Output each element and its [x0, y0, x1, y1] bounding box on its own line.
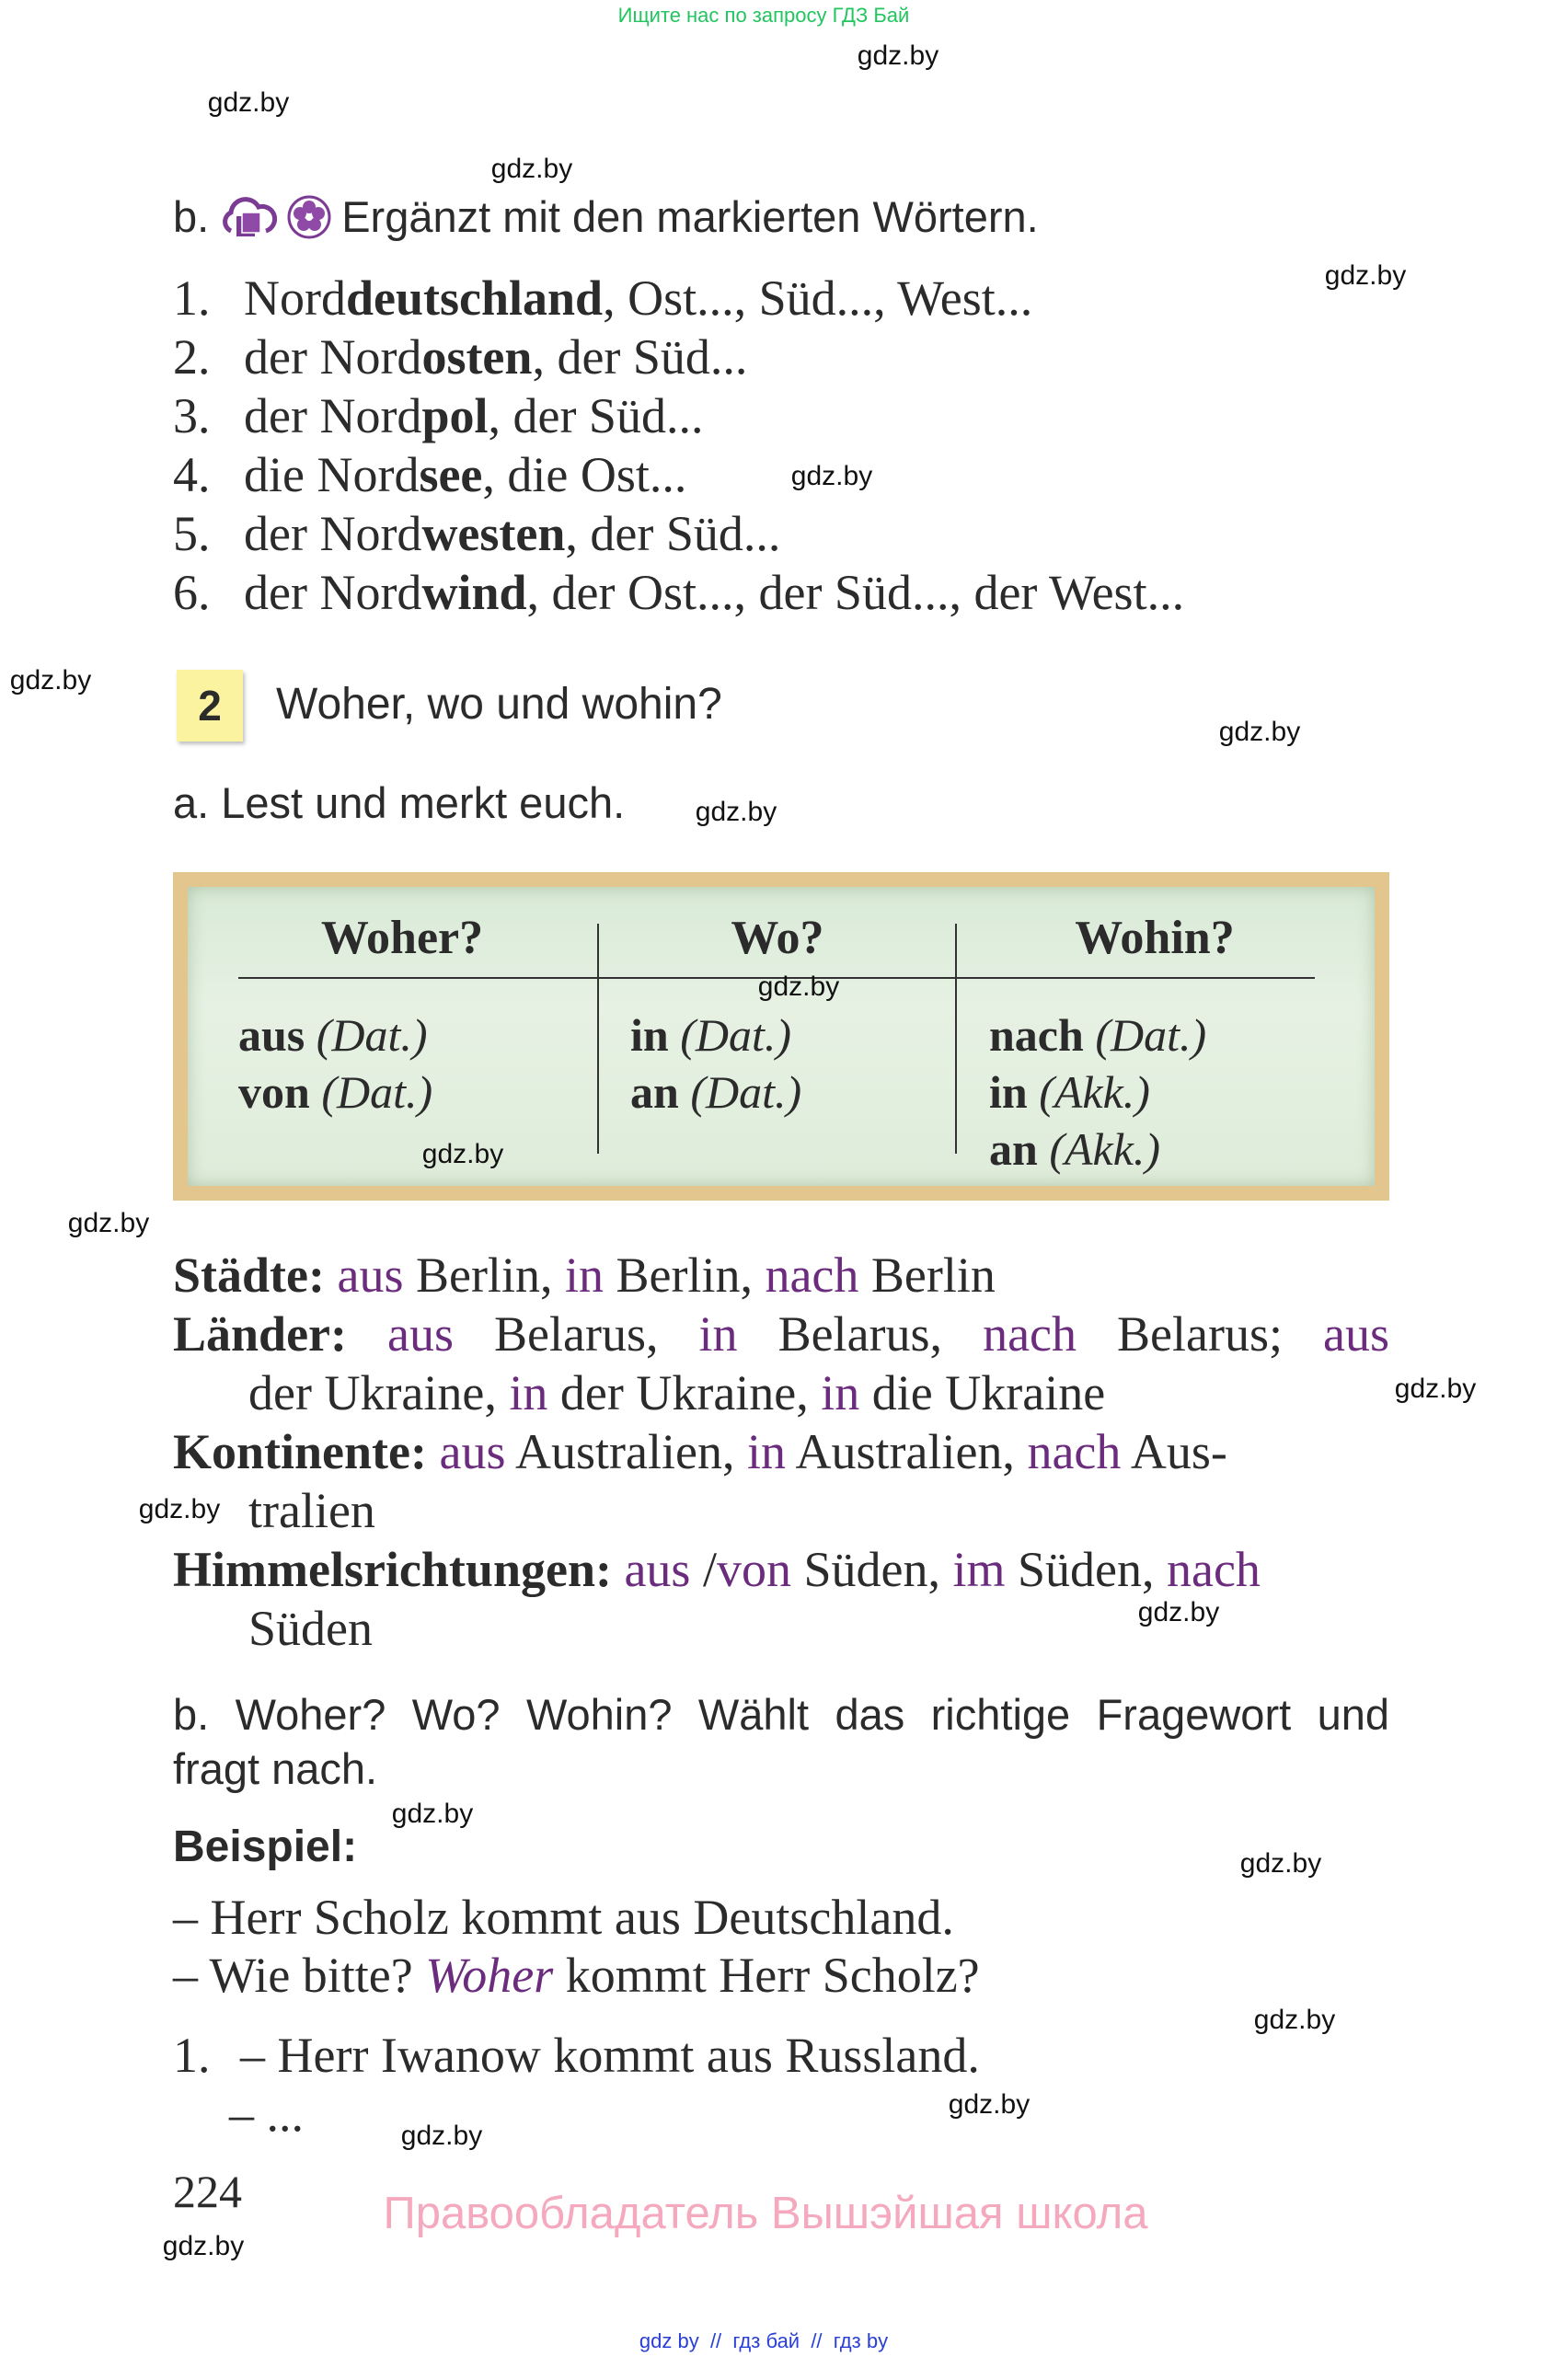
item-marked-word: deutschland — [345, 270, 604, 326]
example-dialog — [173, 1889, 980, 2005]
item-prefix: Nord — [244, 270, 346, 326]
category-label: Himmelsrichtungen: — [173, 1542, 612, 1597]
column-wo — [630, 1006, 801, 1121]
beispiel-label: Beispiel: — [173, 1822, 358, 1871]
item-marked-word: pol — [421, 388, 489, 443]
preposition: von — [238, 1066, 310, 1118]
text: – Wie bitte? — [173, 1948, 426, 2003]
preposition: an — [630, 1066, 679, 1118]
text: Australien, — [505, 1424, 747, 1479]
item-number: 4. — [173, 447, 211, 502]
dialog-line: – Herr Scholz kommt aus Deutschland. — [173, 1890, 954, 1945]
exercise-b-label: b. — [173, 192, 210, 241]
watermark: gdz.by — [757, 972, 840, 1002]
item-prefix: der Nord — [244, 506, 422, 561]
watermark: gdz.by — [1218, 717, 1301, 747]
item-prefix: der Nord — [244, 329, 422, 385]
preposition: aus — [387, 1306, 455, 1362]
category-label: Länder: — [173, 1306, 347, 1362]
preposition: aus — [337, 1247, 404, 1303]
preposition: in — [509, 1365, 548, 1420]
item-rest: , Ost..., Süd..., West... — [603, 270, 1033, 326]
watermark: gdz.by — [490, 154, 573, 184]
item-number: 2. — [173, 329, 211, 385]
watermark: gdz.by — [391, 1799, 474, 1829]
preposition: im — [952, 1542, 1006, 1597]
watermark: gdz.by — [1137, 1597, 1220, 1627]
watermark: gdz.by — [138, 1494, 221, 1524]
text: Berlin — [858, 1247, 996, 1303]
list-item — [173, 269, 1184, 328]
watermark: gdz.by — [9, 665, 92, 696]
exercise-b-heading — [173, 190, 1039, 245]
task-1 — [173, 2026, 980, 2144]
watermark: gdz.by — [857, 40, 939, 71]
table-divider-vertical — [955, 924, 957, 1154]
item-prefix: der Nord — [244, 388, 422, 443]
copyright-notice: Правообладатель Вышэйшая школа — [383, 2189, 1148, 2238]
watermark: gdz.by — [695, 797, 777, 827]
exercise-b-title: Ergänzt mit den markierten Wörtern. — [341, 192, 1039, 241]
part-b-line1: b. Woher? Wo? Wohin? Wählt das richtige Fragewort und — [173, 1690, 1389, 1739]
case: (Dat.) — [1095, 1009, 1207, 1061]
item-number: 6. — [173, 565, 211, 620]
header-wo: Wo? — [731, 912, 824, 964]
column-wohin — [989, 1006, 1206, 1178]
usage-examples — [173, 1246, 1389, 1658]
item-number: 5. — [173, 506, 211, 561]
list-item — [173, 445, 1184, 504]
item-rest: , die Ost... — [482, 447, 687, 502]
header-wohin: Wohin? — [1075, 912, 1235, 964]
preposition: aus — [1323, 1306, 1389, 1362]
preposition: in — [821, 1365, 860, 1420]
watermark: gdz.by — [421, 1139, 504, 1169]
preposition: nach — [1027, 1424, 1122, 1479]
item-rest: , der Süd... — [565, 506, 781, 561]
watermark: gdz.by — [790, 461, 873, 491]
text: Berlin, — [403, 1247, 565, 1303]
flower-icon — [286, 194, 332, 240]
text: Belarus; — [1077, 1306, 1324, 1362]
example-staedte — [173, 1246, 1389, 1305]
text: Aus- — [1121, 1424, 1227, 1479]
example-laender — [173, 1305, 1389, 1363]
text: der Ukraine, — [547, 1365, 822, 1420]
watermark: gdz.by — [162, 2231, 245, 2261]
preposition: in — [630, 1009, 669, 1061]
preposition: aus — [624, 1542, 691, 1597]
category-label: Städte: — [173, 1247, 325, 1303]
item-rest: , der Süd... — [532, 329, 748, 385]
watermark: gdz.by — [1253, 2005, 1336, 2035]
item-number: 1. — [173, 270, 211, 326]
text: Süden, — [1005, 1542, 1167, 1597]
list-item — [173, 386, 1184, 445]
preposition: von — [716, 1542, 791, 1597]
item-marked-word: see — [419, 447, 483, 502]
column-woher — [238, 1006, 432, 1121]
case: (Dat.) — [316, 1009, 428, 1061]
example-himmel — [173, 1540, 1389, 1599]
example-laender-cont — [173, 1363, 1389, 1422]
item-rest: , der Süd... — [488, 388, 704, 443]
list-item — [173, 504, 1184, 563]
part-a-heading: a. Lest und merkt euch. — [173, 778, 626, 827]
footer-links[interactable]: gdz by // гдз бай // гдз by — [639, 2329, 889, 2352]
item-marked-word: wind — [421, 565, 527, 620]
watermark: gdz.by — [1394, 1374, 1477, 1404]
top-banner[interactable]: Ищите нас по запросу ГДЗ Бай — [617, 4, 910, 27]
item-prefix: die Nord — [244, 447, 420, 502]
text: Australien, — [785, 1424, 1028, 1479]
table-divider-vertical — [597, 924, 599, 1154]
list-item — [173, 563, 1184, 622]
preposition: an — [989, 1123, 1038, 1175]
text: / — [690, 1542, 717, 1597]
watermark: gdz.by — [1324, 260, 1407, 291]
watermark: gdz.by — [207, 87, 290, 118]
case: (Akk.) — [1039, 1066, 1150, 1118]
preposition: in — [698, 1306, 738, 1362]
task-answer-placeholder: – ... — [229, 2087, 304, 2142]
task-text: – Herr Iwanow kommt aus Russland. — [240, 2028, 980, 2083]
item-number: 3. — [173, 388, 211, 443]
text: Berlin, — [603, 1247, 766, 1303]
watermark: gdz.by — [948, 2089, 1031, 2120]
preposition: in — [564, 1247, 604, 1303]
watermark: gdz.by — [1239, 1848, 1322, 1879]
case: (Dat.) — [680, 1009, 792, 1061]
text: Belarus, — [737, 1306, 984, 1362]
item-prefix: der Nord — [244, 565, 422, 620]
preposition: nach — [765, 1247, 859, 1303]
word-list — [173, 269, 1184, 622]
case: (Dat.) — [690, 1066, 802, 1118]
header-woher: Woher? — [320, 912, 484, 964]
example-kontinente — [173, 1422, 1389, 1481]
exercise-number-badge: 2 — [177, 670, 243, 742]
text: Süden, — [790, 1542, 953, 1597]
text: der Ukraine, — [248, 1365, 510, 1420]
dialog-line — [173, 1947, 980, 2005]
example-kontinente-cont: tralien — [248, 1483, 375, 1538]
exercise-2-title: Woher, wo und wohin? — [276, 680, 722, 729]
text: die Ukraine — [859, 1365, 1106, 1420]
preposition: nach — [989, 1009, 1084, 1061]
example-himmel-cont: Süden — [248, 1601, 373, 1656]
text: Belarus, — [454, 1306, 699, 1362]
task-number: 1. — [173, 2028, 211, 2083]
item-rest: , der Ost..., der Süd..., der West... — [526, 565, 1185, 620]
watermark: gdz.by — [67, 1208, 150, 1238]
preposition: in — [989, 1066, 1028, 1118]
preposition: aus — [238, 1009, 305, 1061]
part-b-instruction — [173, 1687, 1389, 1796]
question-word: Woher — [425, 1948, 554, 2003]
part-b-line2: fragt nach. — [173, 1744, 378, 1793]
list-item — [173, 328, 1184, 386]
preposition: nach — [1166, 1542, 1261, 1597]
cloud-folder-icon — [218, 194, 277, 240]
chalkboard-table — [173, 872, 1389, 1201]
watermark: gdz.by — [400, 2121, 483, 2151]
case: (Dat.) — [321, 1066, 433, 1118]
page-number: 224 — [173, 2166, 242, 2217]
item-marked-word: westen — [421, 506, 566, 561]
preposition: in — [746, 1424, 786, 1479]
item-marked-word: osten — [421, 329, 533, 385]
case: (Akk.) — [1049, 1123, 1161, 1175]
category-label: Kontinente: — [173, 1424, 427, 1479]
preposition: aus — [439, 1424, 506, 1479]
preposition: nach — [983, 1306, 1077, 1362]
text: kommt Herr Scholz? — [553, 1948, 980, 2003]
